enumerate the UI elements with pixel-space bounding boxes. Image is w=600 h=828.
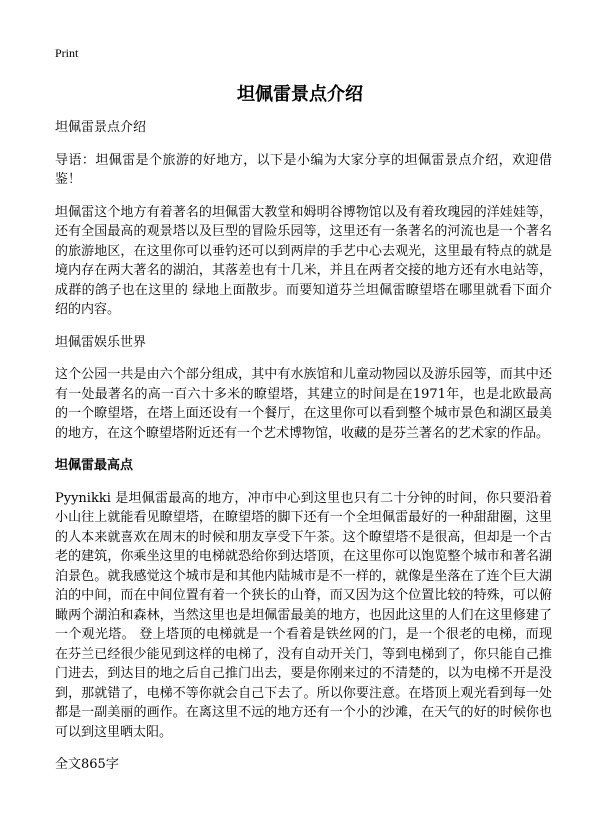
park-paragraph: 这个公园一共是由六个部分组成，其中有水族馆和儿童动物园以及游乐园等，而其中还有一处最著名的高一百六十多米的瞭望塔，其建立的时间是在1971年，也是北欧最高的一个瞭望塔，在塔上面还设有一个餐厅，在这里你可以看到整个城市景色和湖区最美的地方，在这个瞭望塔附近还有一个艺术博物馆，收藏的是芬兰著名的艺术家的作品。: [55, 367, 552, 441]
peak-paragraph: Pyynikki 是坦佩雷最高的地方，冲市中心到这里也只有二十分钟的时间，你只要沿着小山往上就能看见瞭望塔，在瞭望塔的脚下还有一个全坦佩雷最好的一种甜甜圈，这里的人本来就喜欢在周末的时候和朋友享受下午茶。这个瞭望塔不是很高，但却是一个古老的建筑，你乘坐这里的电梯就恐给你到达塔顶，在这里你可以饱览整个城市和著名湖泊景色。就我感觉这个城市是和其他内陆城市是不一样的，就像是坐落在了连个巨大湖泊的中间，而在中间位置有着一个狭长的山脊，而又因为这个位置比较的特殊，可以俯瞰两个湖泊和森林，当然这里也是坦佩雷最美的地方，也因此这里的人们在这里修建了一个观光塔。 登上塔顶的电梯就是一个看着是铁丝网的门，是一个很老的电梯，而现在芬兰已经很少能见到这样的电梯了，没有自动开关门，等到电梯到了，你只能自己推门进去，到达目的地之后自己推门出去，要是你刚来过的不清楚的，以为电梯不开是没到，那就错了，电梯不等你就会自己下去了。所以你要注意。在塔顶上观光看到每一处都是一副美丽的画作。在离这里不远的地方还有一个小的沙滩，在天气的好的时候你也可以到这里晒太阳。: [55, 490, 552, 740]
peak-heading: 坦佩雷最高点: [55, 458, 134, 473]
article-body: [55, 118, 552, 788]
park-heading: 坦佩雷娱乐世界: [55, 334, 147, 350]
lead-paragraph: 导语：坦佩雷是个旅游的好地方，以下是小编为大家分享的坦佩雷景点介绍，欢迎借鉴！: [55, 152, 552, 187]
intro-heading: 坦佩雷景点介绍: [55, 120, 147, 135]
intro-paragraph: 坦佩雷这个地方有着著名的坦佩雷大教堂和姆明谷博物馆以及有着玫瑰园的洋娃娃等，还有全国最高的观景塔以及巨型的冒险乐园等，这里还有一条著名的河流也是一个著名的旅游地区，在这里你可以垂钓还可以到两岸的手艺中心去观光，这里最有特点的就是境内存在两大著名的湖泊，其落差也有十几米，并且在两者交接的地方还有水电站等，成群的鸽子也在这里的 绿地上面散步。而要知道芬兰坦佩雷瞭望塔在哪里就看下面介绍的内容。: [55, 204, 552, 317]
page-title: 坦佩雷景点介绍: [237, 84, 363, 105]
print-link[interactable]: Print: [55, 46, 79, 60]
word-count: 全文865字: [55, 757, 119, 772]
